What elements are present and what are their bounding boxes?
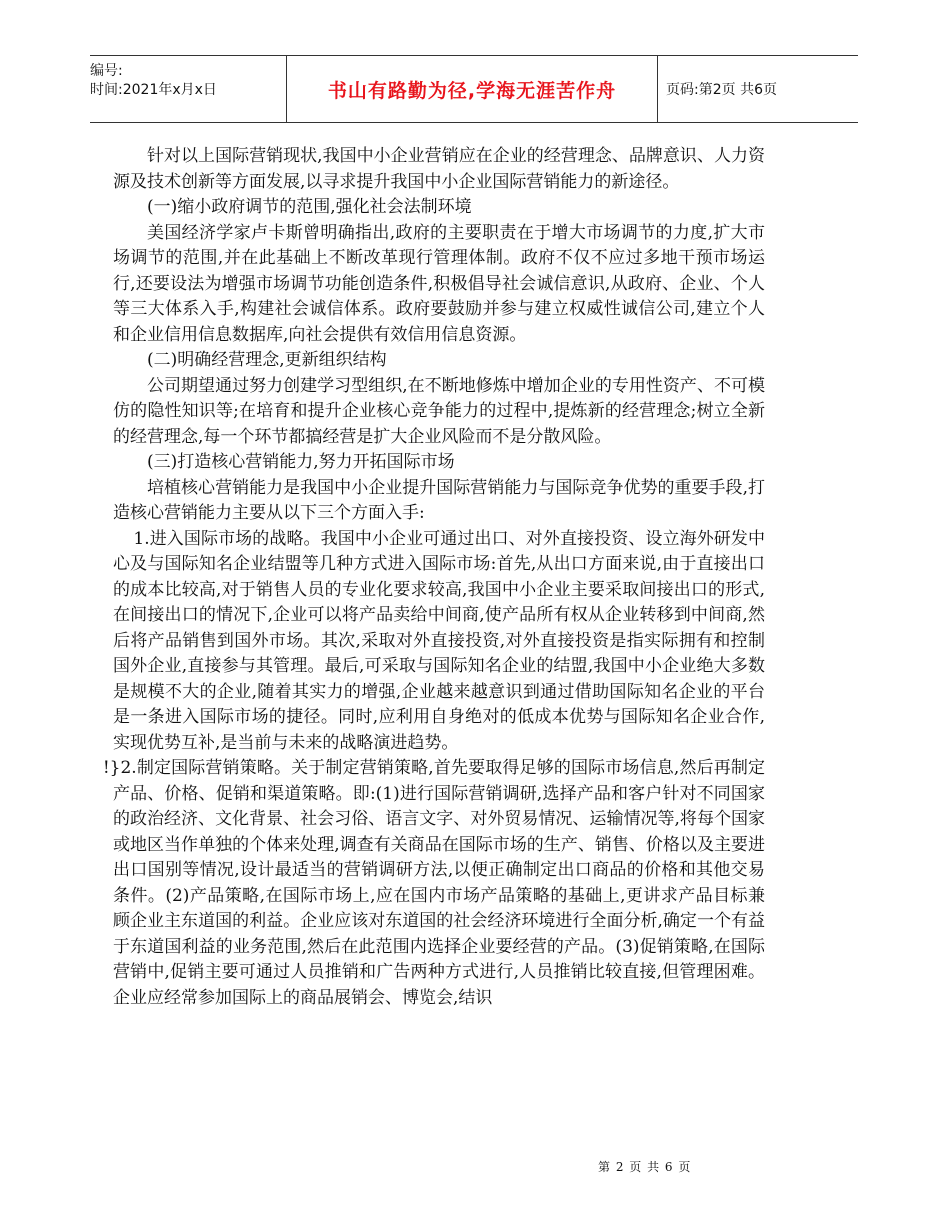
- header-page-info-cell: [658, 56, 858, 122]
- paragraph-section-2: 公司期望通过努力创建学习型组织,在不断地修炼中增加企业的专用性资产、不可模仿的隐性知识等;在培育和提升企业核心竞争能力的过程中,提炼新的经营理念;树立全新的经营理念,每一个环节都搞经营是扩大企业风险而不是分散风险。: [113, 375, 765, 447]
- document-body: [102, 144, 765, 1011]
- section-heading-3: (三)打造核心营销能力,努力开拓国际市场: [147, 452, 455, 472]
- page-header: [90, 55, 858, 123]
- page-footer: 第 2 页 共 6 页: [598, 1160, 692, 1174]
- header-meta: [90, 56, 286, 122]
- header-motto-cell: [286, 56, 658, 122]
- paragraph-section-1: 美国经济学家卢卡斯曾明确指出,政府的主要职责在于增大市场调节的力度,扩大市场调节的范围,并在此基础上不断改革现行管理体制。政府不仅不应过多地干预市场运行,还要设法为增强市场调节功能创造条件,积极倡导社会诚信意识,从政府、企业、个人等三大体系入手,构建社会诚信体系。政府要鼓励并参与建立权威性诚信公司,建立个人和企业信用信息数据库,向社会提供有效信用信息资源。: [113, 222, 765, 345]
- number-label: 编号:: [90, 63, 123, 79]
- header-page-info: 页码:第2页 共6页: [666, 82, 777, 98]
- paragraph-item-1: 1.进入国际市场的战略。我国中小企业可通过出口、对外直接投资、设立海外研发中心及与国际知名企业结盟等几种方式进入国际市场:首先,从出口方面来说,由于直接出口的成本比较高,对于销售人员的专业化要求较高,我国中小企业主要采取间接出口的形式,在间接出口的情况下,企业可以将产品卖给中间商,使产品所有权从企业转移到中间商,然后将产品销售到国外市场。其次,采取对外直接投资,对外直接投资是指实际拥有和控制国外企业,直接参与其管理。最后,可采取与国际知名企业的结盟,我国中小企业绝大多数是规模不大的企业,随着其实力的增强,企业越来越意识到通过借助国际知名企业的平台是一条进入国际市场的捷径。同时,应利用自身绝对的低成本优势与国际知名企业合作,实现优势互补,是当前与未来的战略演进趋势。: [113, 528, 765, 753]
- time-label: 时间:2021年x月x日: [90, 82, 217, 98]
- paragraph-intro: 针对以上国际营销现状,我国中小企业营销应在企业的经营理念、品牌意识、人力资源及技术创新等方面发展,以寻求提升我国中小企业国际营销能力的新途径。: [113, 146, 765, 192]
- section-heading-2: (二)明确经营理念,更新组织结构: [147, 350, 387, 370]
- paragraph-item-2: !}2.制定国际营销策略。关于制定营销策略,首先要取得足够的国际市场信息,然后再制定产品、价格、促销和渠道策略。即:(1)进行国际营销调研,选择产品和客户针对不同国家的政治经济、文化背景、社会习俗、语言文字、对外贸易情况、运输情况等,将每个国家或地区当作单独的个体来处理,调查有关商品在国际市场的生产、销售、价格以及主要进出口国别等情况,设计最适当的营销调研方法,以便正确制定出口商品的价格和其他交易条件。(2)产品策略,在国际市场上,应在国内市场产品策略的基础上,更讲求产品目标兼顾企业主东道国的利益。企业应该对东道国的社会经济环境进行全面分析,确定一个有益于东道国利益的业务范围,然后在此范围内选择企业要经营的产品。(3)促销策略,在国际营销中,促销主要可通过人员推销和广告两种方式进行,人员推销比较直接,但管理困难。企业应经常参加国际上的商品展销会、博览会,结识: [102, 758, 765, 1008]
- paragraph-section-3: 培植核心营销能力是我国中小企业提升国际营销能力与国际竞争优势的重要手段,打造核心营销能力主要从以下三个方面入手:: [113, 477, 765, 523]
- header-motto: 书山有路勤为径,学海无涯苦作舟: [327, 79, 617, 102]
- section-heading-1: (一)缩小政府调节的范围,强化社会法制环境: [147, 197, 472, 217]
